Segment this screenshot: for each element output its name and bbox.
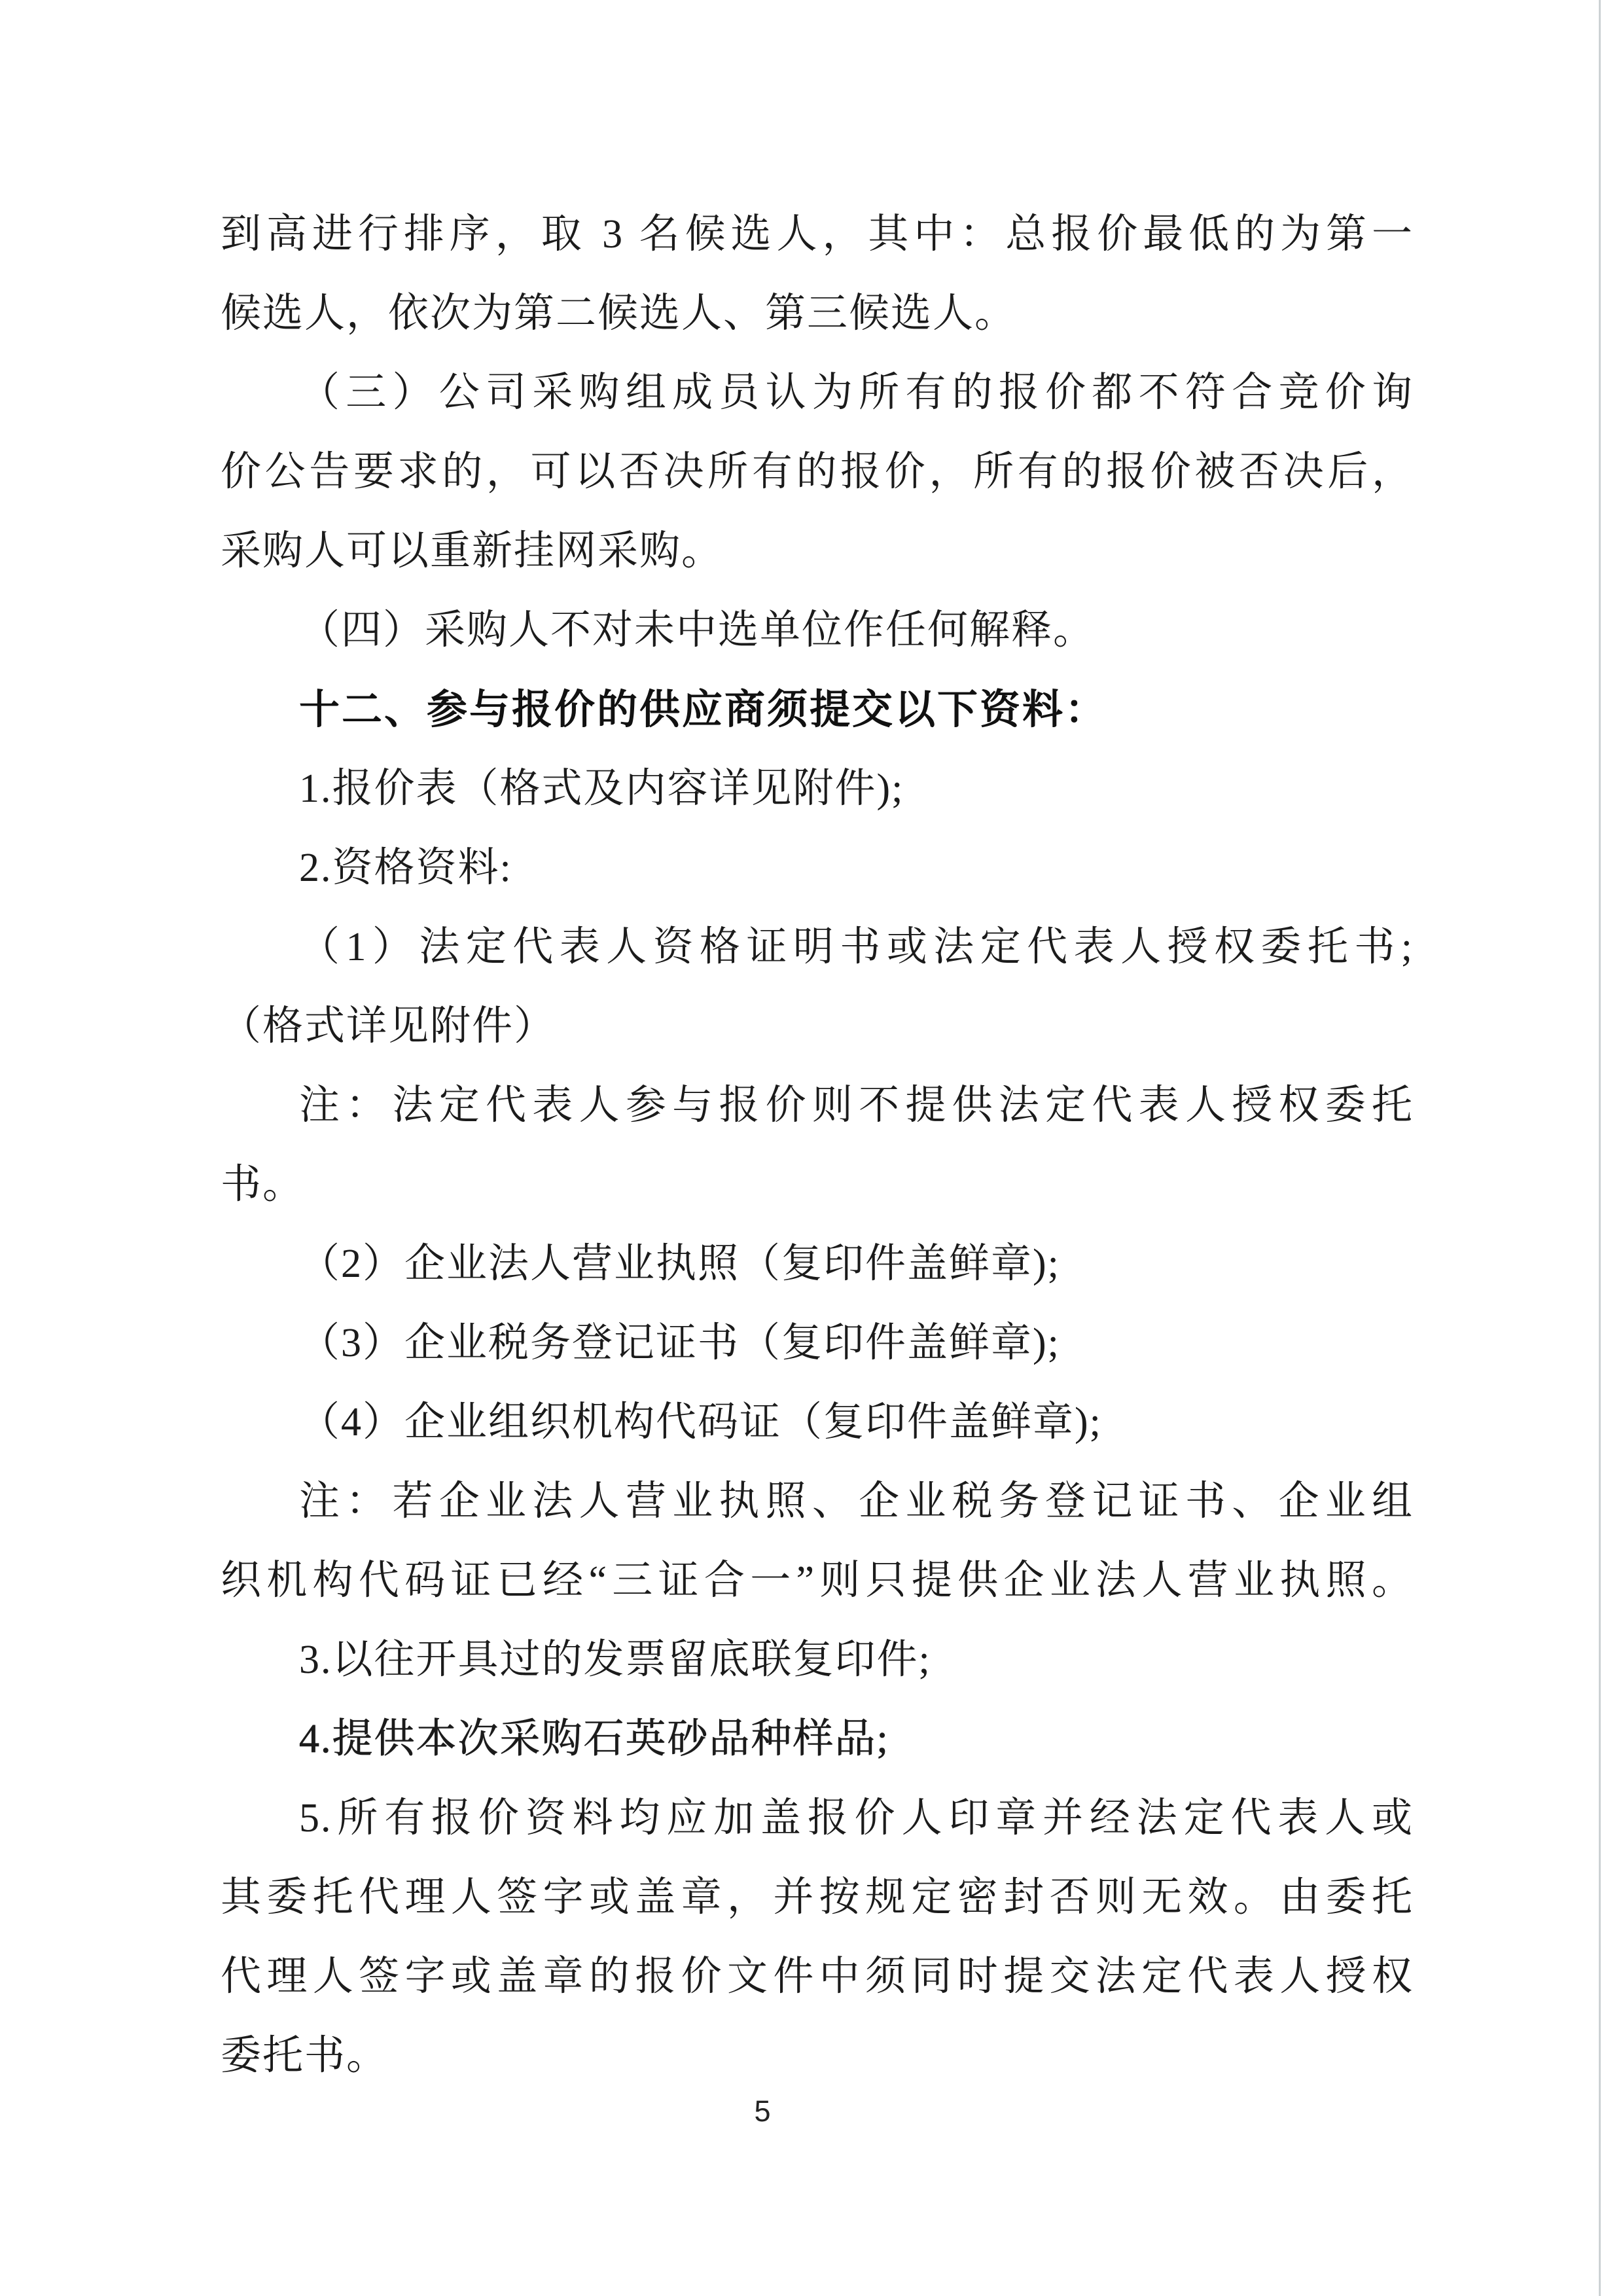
text-line: 书。: [221, 1162, 305, 1207]
text-line: （四）采购人不对未中选单位作任何解释。: [299, 608, 1096, 653]
text-line: 3.以往开具过的发票留底联复印件;: [299, 1638, 931, 1682]
text-block: [221, 195, 1414, 2096]
page-number: 5: [754, 2094, 771, 2128]
text-line: （4）企业组织机构代码证（复印件盖鲜章);: [299, 1400, 1102, 1444]
text-line: 采购人可以重新挂网采购。: [221, 529, 724, 573]
text-line: 4.提供本次采购石英砂品种样品;: [299, 1717, 889, 1761]
text-line: （1）法定代表人资格证明书或法定代表人授权委托书;: [299, 925, 1414, 969]
text-line: （三）公司采购组成员认为所有的报价都不符合竞价询: [299, 370, 1414, 415]
text-line: 5.所有报价资料均应加盖报价人印章并经法定代表人或: [299, 1796, 1414, 1840]
text-line: （2）企业法人营业执照（复印件盖鲜章);: [299, 1242, 1060, 1286]
text-line: 价公告要求的，可以否决所有的报价，所有的报价被否决后，: [221, 450, 1414, 494]
text-line: （3）企业税务登记证书（复印件盖鲜章);: [299, 1321, 1060, 1365]
text-line: 注：法定代表人参与报价则不提供法定代表人授权委托: [299, 1083, 1414, 1128]
text-line: 织机构代码证已经“三证合一”则只提供企业法人营业执照。: [221, 1558, 1414, 1603]
text-line: 其委托代理人签字或盖章，并按规定密封否则无效。由委托: [221, 1875, 1414, 1920]
text-line: 1.报价表（格式及内容详见附件);: [299, 766, 904, 811]
text-line: 候选人，依次为第二候选人、第三候选人。: [221, 291, 1017, 336]
text-line: 代理人签字或盖章的报价文件中须同时提交法定代表人授权: [221, 1954, 1414, 1999]
section-heading: 十二、参与报价的供应商须提交以下资料：: [299, 687, 1108, 732]
text-line: 2.资格资料:: [299, 846, 512, 890]
scan-edge-artifact: [1599, 0, 1601, 2296]
text-line: 注：若企业法人营业执照、企业税务登记证书、企业组: [299, 1479, 1414, 1524]
text-line: （格式详见附件）: [221, 1004, 556, 1049]
text-line: 委托书。: [221, 2034, 389, 2078]
text-line: 到高进行排序，取 3 名候选人，其中：总报价最低的为第一: [221, 212, 1414, 257]
